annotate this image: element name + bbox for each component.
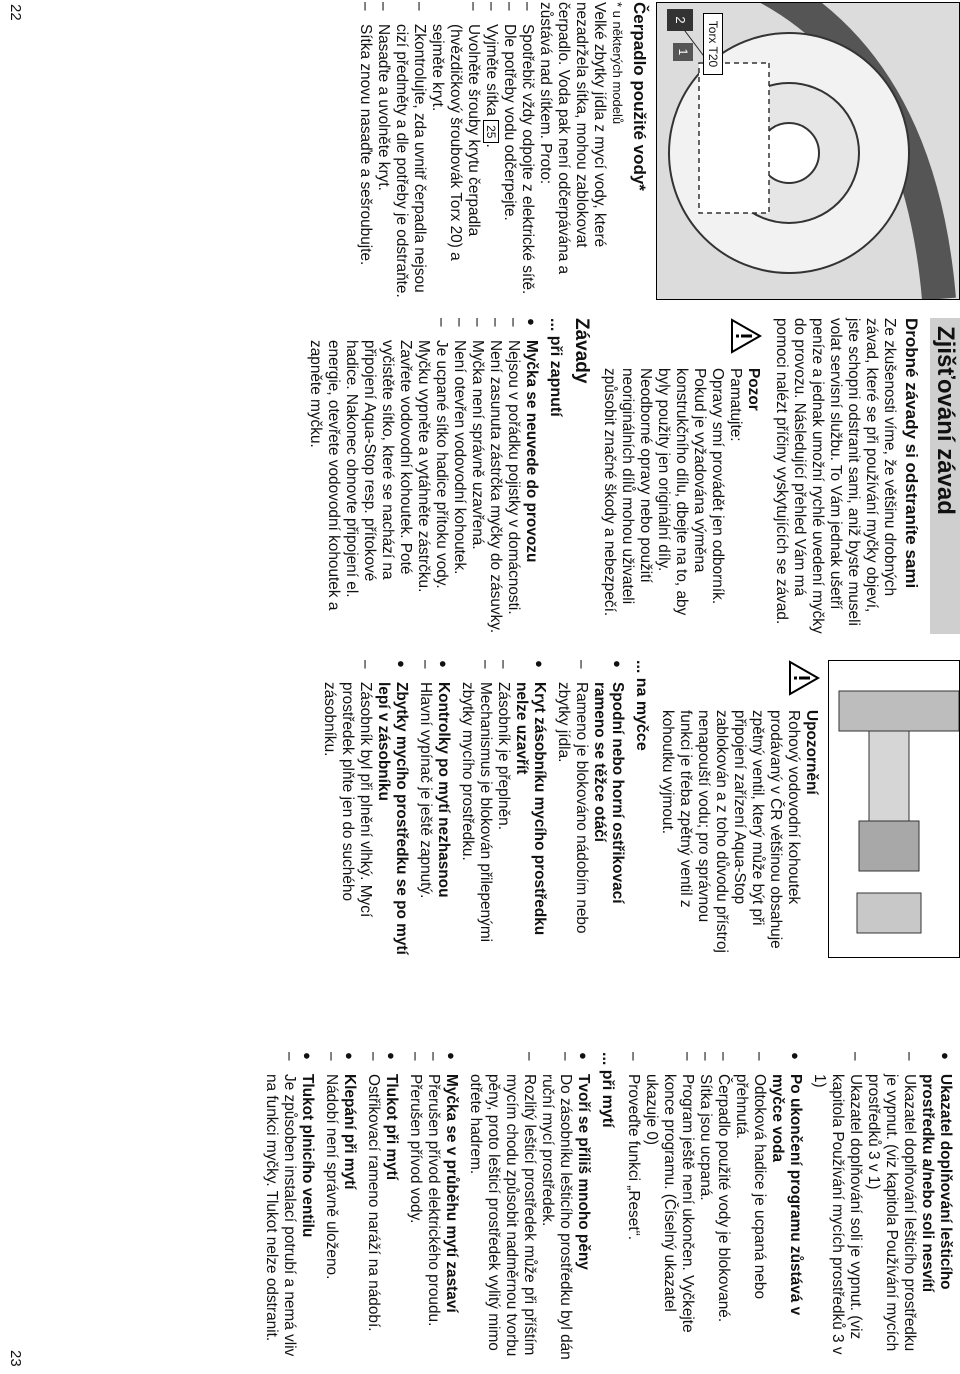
fault-items bbox=[406, 1052, 442, 1364]
list-item: – Sítka znovu nasaďte a sešroubujte. bbox=[356, 2, 374, 298]
subsection-title: Drobné závady si odstraníte sami bbox=[902, 318, 921, 589]
fault-title: ● Klepání při mytí bbox=[340, 1052, 358, 1364]
fault-items bbox=[624, 1052, 768, 1364]
pump-column bbox=[356, 2, 960, 298]
list-item: – Čerpadlo použité vody je blokované. bbox=[714, 1052, 732, 1364]
list-item: – Odtoková hadice je ucpaná nebo přehnutá. bbox=[732, 1052, 768, 1364]
list-item: – Ukazatel doplňování lešticího prostředku je vypnut. (viz kapitola Používání mycích prostředků 3 v 1) bbox=[864, 1052, 918, 1364]
fault-title: ● Tvoří se příliš mnoho pěny bbox=[574, 1052, 592, 1364]
notice-title: Upozornění bbox=[803, 710, 820, 795]
on-start-title: ... při zapnutí bbox=[547, 318, 564, 417]
water-tap-illustration bbox=[829, 661, 959, 957]
list-item: – Myčka není správně uzavřená. bbox=[468, 318, 486, 634]
pump-figure bbox=[656, 2, 960, 300]
fault-title: ● Ukazatel doplňování lešticího prostředku a/nebo soli nesvítí bbox=[918, 1052, 954, 1364]
on-start-items bbox=[306, 318, 522, 634]
list-item: – Zásobník byl při plnění vlhký. Mycí prostředek plňte jen do suchého zásobníku. bbox=[320, 660, 374, 960]
list-item: – Zásobník je přeplněn. bbox=[494, 660, 512, 960]
list-item: – Rozlitý lešticí prostředek může při příštím mycím chodu způsobit nadměrnou tvorbu pěny, proto lešticí prostředek vylitý mimo otřete hadrem. bbox=[466, 1052, 538, 1364]
fault-items bbox=[262, 1052, 298, 1364]
right-page-column bbox=[262, 1052, 960, 1364]
list-item: – Hlavní vypínač je ještě zapnutý. bbox=[416, 660, 434, 960]
list-item: – Není zasunuta zástrčka myčky do zásuvky. bbox=[486, 318, 504, 634]
pump-note: * u některých modelů bbox=[610, 2, 625, 125]
fault-title: ● Kontrolky po mytí nezhasnou bbox=[434, 660, 452, 960]
list-item: – Zkontrolujte, zda uvnitř čerpadla nejsou cizí předměty a dle potřeby je odstraňte. bbox=[392, 2, 428, 298]
fault-items bbox=[320, 660, 374, 960]
fault-title: ● Spodní nebo horní ostřikovací rameno se těžce otáčí bbox=[590, 660, 626, 960]
warning-title: Pozor bbox=[745, 368, 762, 411]
list-item: – Program ještě není ukončen. Vyčkejte konce programu. (Číselný ukazatel ukazuje 0) bbox=[642, 1052, 696, 1364]
on-machine-column bbox=[320, 660, 960, 960]
fault-items bbox=[416, 660, 434, 960]
arrow-2-label: 2 bbox=[667, 9, 693, 31]
fault-title: ● Myčka se v průběhu mytí zastaví bbox=[442, 1052, 460, 1364]
fault-items bbox=[466, 1052, 574, 1364]
faults-title: Závady bbox=[571, 318, 592, 384]
pump-title: Čerpadlo použité vody* bbox=[630, 2, 649, 191]
list-item: – Nádobí není správně uloženo. bbox=[322, 1052, 340, 1364]
fault-items bbox=[810, 1052, 918, 1364]
subsection-text: Ze zkušenosti víme, že většinu drobných závad, které se při používání myčky objeví, jste schopni odstranit sami, aniž byste museli volat servisní službu. To Vám jednak ušetří peníze a jednak umožní rychlé uvedení myčky do provozu. Následující přehled Vám má pomoci nalézt příčiny vyskytujících se závad. bbox=[773, 318, 898, 634]
section-title: Zjišťování závad bbox=[930, 318, 960, 634]
fault-title: ● Tlukot plnicího ventilu bbox=[298, 1052, 316, 1364]
fault-title: ● Po ukončení programu zůstává v myčce voda bbox=[768, 1052, 804, 1364]
page-number-left: 22 bbox=[7, 4, 24, 21]
list-item: – Sítka jsou ucpaná. bbox=[696, 1052, 714, 1364]
list-item: – Nasaďte a uvolněte kryt. bbox=[374, 2, 392, 298]
notice-icon bbox=[658, 660, 820, 700]
list-item: – Je ucpané sítko hadice přítoku vody. Myčku vypněte a vytáhněte zástrčku. Zavřete vodovodní kohoutek. Poté vyčistěte sítko, které se nachází na připojení Aqua-Stop resp. přítokové hadice. Nakonec obnovte připojení el. energie, otevřete vodovodní kohoutek a zapněte myčku. bbox=[306, 318, 450, 634]
list-item: – Je způsoben instalací potrubí a nemá vliv na funkci myčky. Tlukot nelze odstranit. bbox=[262, 1052, 298, 1364]
list-item: – Mechanismus je blokován přilepenými zbytky mycího prostředku. bbox=[458, 660, 494, 960]
on-start-bullet: ● Myčka se neuvede do provozu bbox=[522, 318, 540, 634]
list-item: – Rameno je blokováno nádobím nebo zbytky jídla. bbox=[554, 660, 590, 960]
pump-steps bbox=[356, 2, 536, 298]
arrow-1-label: 1 bbox=[673, 43, 693, 61]
fault-title: ● Kryt zásobníku mycího prostředku nelze uzavřít bbox=[512, 660, 548, 960]
fault-items bbox=[458, 660, 512, 960]
list-item: – Není otevřen vodovodní kohoutek. bbox=[450, 318, 468, 634]
fault-items bbox=[364, 1052, 382, 1364]
warning-icon bbox=[600, 318, 762, 358]
fault-items bbox=[322, 1052, 340, 1364]
list-item: – Dle potřeby vodu odčerpejte. bbox=[500, 2, 518, 298]
on-machine-title: ... na myčce bbox=[633, 660, 650, 751]
fault-title: ● Tlukot při mytí bbox=[382, 1052, 400, 1364]
list-item: – Spotřebič vždy odpojte z elektrické sítě. bbox=[518, 2, 536, 298]
step-text: Vyjměte sítka bbox=[483, 24, 500, 116]
list-item: – Ostřikovací rameno naráží na nádobí. bbox=[364, 1052, 382, 1364]
notice-text: Rohový vodovodní kohoutek prodávaný v ČR většinou obsahuje zpětný ventil, který může být při připojení zařízení Aqua-Stop zablokován a z toho důvodu přístroj nenapouští vodu; pro správnou funkci je třeba zpětný ventil z kohoutku vyjmout. bbox=[659, 710, 802, 953]
fault-items bbox=[554, 660, 590, 960]
torx-label: Torx T20 bbox=[703, 13, 723, 75]
fault-title: ● Zbytky mycího prostředku se po mytí lepí v zásobníku bbox=[374, 660, 410, 960]
list-item: – Do zásobníku lešticího prostředku byl dán ruční mycí prostředek. bbox=[538, 1052, 574, 1364]
notice-box bbox=[658, 660, 820, 960]
warning-box bbox=[600, 318, 762, 634]
list-item: – Vyjměte sítka 25. bbox=[482, 2, 500, 298]
list-item: – Nejsou v pořádku pojistky v domácnosti. bbox=[504, 318, 522, 634]
list-item: – Uvolněte šrouby krytu čerpadla (hvězdičkový šroubovák Torx 20) a sejměte kryt. bbox=[428, 2, 482, 298]
list-item: – Proveďte funkci „Reset“. bbox=[624, 1052, 642, 1364]
list-item: – Přerušen přívod elektrického proudu. bbox=[424, 1052, 442, 1364]
during-title: ... při mytí bbox=[599, 1052, 616, 1128]
page-number-right: 23 bbox=[7, 1350, 24, 1367]
tap-figure bbox=[828, 660, 960, 958]
troubleshooting-column bbox=[306, 318, 960, 634]
list-item: – Přerušen přívod vody. bbox=[406, 1052, 424, 1364]
sieve-badge: 25 bbox=[483, 120, 499, 143]
list-item: – Ukazatel doplňování soli je vypnut. (viz kapitola Používání mycích prostředků 3 v 1) bbox=[810, 1052, 864, 1364]
pump-intro: Velké zbytky jídla z mycí vody, které nezadržela sítka, mohou zablokovat čerpadlo. Voda pak není odčerpávána a zůstává nad sítkem. Proto: bbox=[537, 2, 608, 275]
warning-text: Opravy smí provádět jen odborník. Pokud je vyžadována výměna konstrukčního dílu, dbejte na to, aby byly použity jen originální díly. Neodborné opravy nebo použití neoriginálních dílů mohou uživateli způsobit značné škody a nebezpečí. bbox=[601, 368, 726, 617]
warning-lead: Pamatujte: bbox=[727, 368, 744, 442]
